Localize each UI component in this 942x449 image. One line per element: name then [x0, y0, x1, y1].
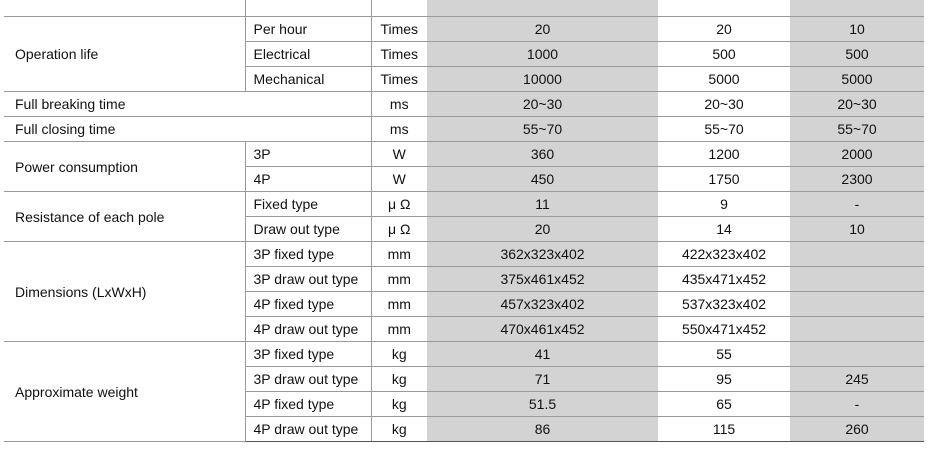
sub-label: Draw out type [245, 217, 371, 242]
value-cell-1: 457x323x402 [427, 292, 658, 317]
value-cell-2: 1750 [658, 167, 790, 192]
group-label: Full closing time [4, 117, 371, 142]
table-row [4, 142, 924, 167]
table-row [4, 242, 924, 267]
value-cell-3 [790, 267, 924, 292]
value-cell-1: 375x461x452 [427, 267, 658, 292]
unit-cell: kg [371, 392, 427, 417]
value-cell-2: 20 [658, 17, 790, 42]
unit-cell: μ Ω [371, 217, 427, 242]
value-cell-3: - [790, 192, 924, 217]
unit-cell: W [371, 167, 427, 192]
value-cell-1: 362x323x402 [427, 242, 658, 267]
value-cell-2: 422x323x402 [658, 242, 790, 267]
value-cell-2: 55~70 [658, 117, 790, 142]
value-cell-1: 20~30 [427, 92, 658, 117]
sub-label: 3P [245, 142, 371, 167]
value-cell-3: 10 [790, 217, 924, 242]
value-cell-3: 500 [790, 42, 924, 67]
value-cell-2: 14 [658, 217, 790, 242]
value-cell-1: 470x461x452 [427, 317, 658, 342]
unit-cell: W [371, 142, 427, 167]
value-cell-3: 260 [790, 417, 924, 442]
group-label: Resistance of each pole [4, 192, 245, 242]
group-label: Approximate weight [4, 342, 245, 442]
sub-label: 3P draw out type [245, 367, 371, 392]
value-cell-1: 20 [427, 17, 658, 42]
table-row [4, 92, 924, 117]
value-cell-1: 41 [427, 342, 658, 367]
sub-label: 3P draw out type [245, 267, 371, 292]
value-cell-2: 55 [658, 342, 790, 367]
value-cell-2: 65 [658, 392, 790, 417]
sub-label: Mechanical [245, 67, 371, 92]
value-cell-1: 20 [427, 217, 658, 242]
value-cell-1: 450 [427, 167, 658, 192]
value-cell-2: 95 [658, 367, 790, 392]
value-cell-3 [790, 242, 924, 267]
value-cell-2: 550x471x452 [658, 317, 790, 342]
value-cell-1: 71 [427, 367, 658, 392]
value-cell-1: 55~70 [427, 117, 658, 142]
unit-cell: Times [371, 67, 427, 92]
value-cell-1: 1000 [427, 42, 658, 67]
unit-cell: Times [371, 42, 427, 67]
spec-table [4, 0, 924, 442]
sub-label: Per hour [245, 17, 371, 42]
value-cell-3 [790, 342, 924, 367]
sub-label: 4P [245, 167, 371, 192]
value-cell-3 [790, 317, 924, 342]
group-label: Dimensions (LxWxH) [4, 242, 245, 342]
value-cell-3: 2000 [790, 142, 924, 167]
value-cell-3: 5000 [790, 67, 924, 92]
value-cell-3: 20~30 [790, 92, 924, 117]
sub-label: 4P fixed type [245, 292, 371, 317]
unit-cell: Times [371, 17, 427, 42]
table-row [4, 17, 924, 42]
unit-cell: ms [371, 117, 427, 142]
value-cell-3: 2300 [790, 167, 924, 192]
sub-label: 4P draw out type [245, 317, 371, 342]
value-cell-2: 5000 [658, 67, 790, 92]
unit-cell: mm [371, 242, 427, 267]
sub-label [245, 0, 371, 17]
unit-cell: kg [371, 342, 427, 367]
value-cell-1: 360 [427, 142, 658, 167]
unit-cell [371, 0, 427, 17]
unit-cell: μ Ω [371, 192, 427, 217]
unit-cell: kg [371, 417, 427, 442]
value-cell-1: 86 [427, 417, 658, 442]
value-cell-2: 9 [658, 192, 790, 217]
group-label [4, 0, 245, 17]
value-cell-2: 115 [658, 417, 790, 442]
value-cell-2: 1200 [658, 142, 790, 167]
value-cell-3: - [790, 392, 924, 417]
value-cell-3 [790, 292, 924, 317]
value-cell-2: 500 [658, 42, 790, 67]
value-cell-2: 435x471x452 [658, 267, 790, 292]
unit-cell: kg [371, 367, 427, 392]
value-cell-3: 10 [790, 17, 924, 42]
unit-cell: mm [371, 267, 427, 292]
value-cell-1: 11 [427, 192, 658, 217]
sub-label: 4P fixed type [245, 392, 371, 417]
table-row [4, 0, 924, 17]
group-label: Operation life [4, 17, 245, 92]
value-cell-3: 55~70 [790, 117, 924, 142]
unit-cell: mm [371, 292, 427, 317]
unit-cell: ms [371, 92, 427, 117]
sub-label: Electrical [245, 42, 371, 67]
value-cell-2: 20~30 [658, 92, 790, 117]
value-cell-2: 537x323x402 [658, 292, 790, 317]
value-cell-1: 10000 [427, 67, 658, 92]
value-cell-3 [790, 0, 924, 17]
table-row [4, 117, 924, 142]
sub-label: 3P fixed type [245, 342, 371, 367]
value-cell-1 [427, 0, 658, 17]
group-label: Power consumption [4, 142, 245, 192]
sub-label: 4P draw out type [245, 417, 371, 442]
value-cell-2 [658, 0, 790, 17]
table-row [4, 192, 924, 217]
unit-cell: mm [371, 317, 427, 342]
value-cell-3: 245 [790, 367, 924, 392]
sub-label: 3P fixed type [245, 242, 371, 267]
value-cell-1: 51.5 [427, 392, 658, 417]
sub-label: Fixed type [245, 192, 371, 217]
group-label: Full breaking time [4, 92, 371, 117]
table-row [4, 342, 924, 367]
